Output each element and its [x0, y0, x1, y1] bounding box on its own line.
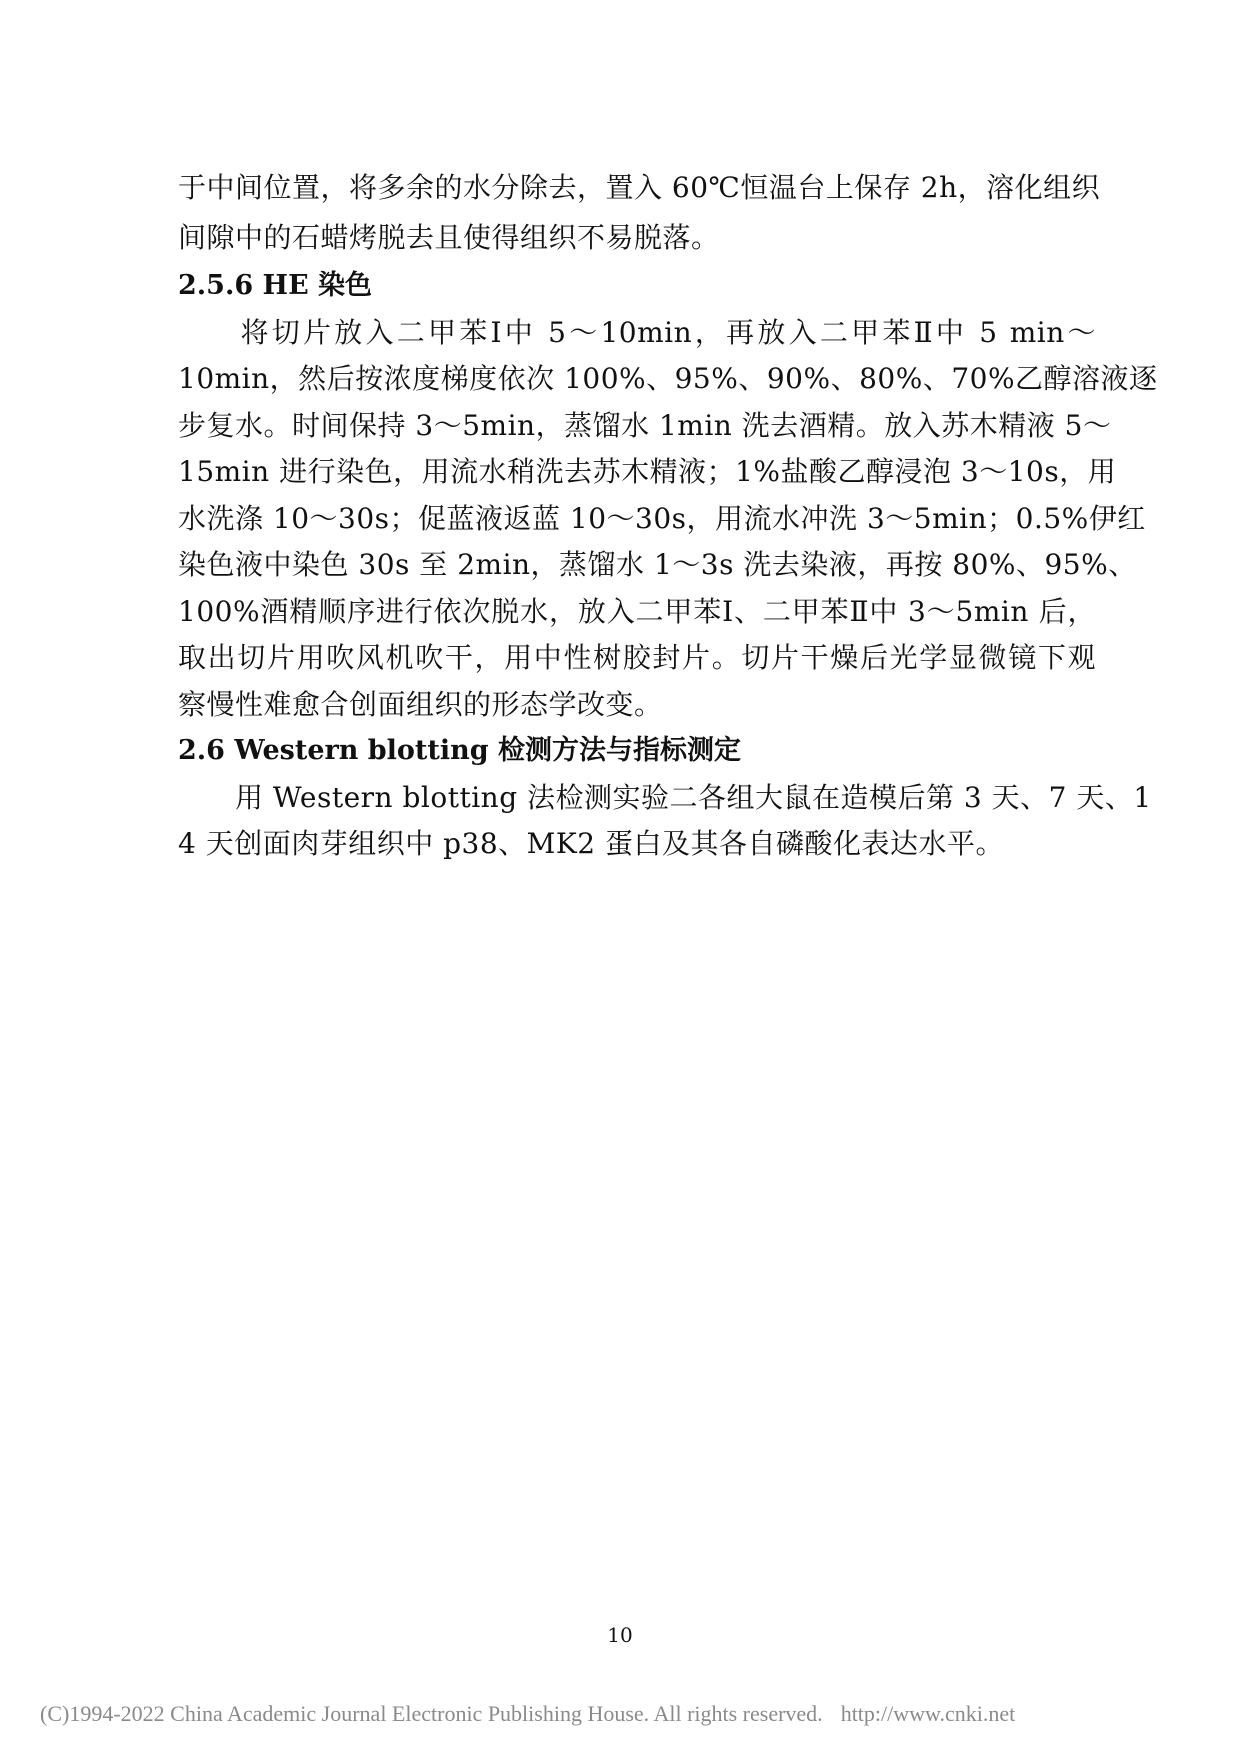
paragraph-line: 用 Western blotting 法检测实验二各组大鼠在造模后第 3 天、7 天、1: [178, 781, 1152, 814]
page-number: 10: [607, 1623, 633, 1647]
paragraph-line: 染色液中染色 30s 至 2min，蒸馏水 1～3s 洗去染液，再按 80%、95%、: [178, 548, 1137, 581]
copyright-text: (C)1994-2022 China Academic Journal Electronic Publishing House. All rights reserved.: [40, 1701, 823, 1726]
paragraph-line: 10min，然后按浓度梯度依次 100%、95%、90%、80%、70%乙醇溶液逐: [178, 362, 1158, 395]
paragraph-line: 15min 进行染色，用流水稍洗去苏木精液；1%盐酸乙醇浸泡 3～10s，用: [178, 455, 1117, 488]
paragraph-line: 察慢性难愈合创面组织的形态学改变。: [178, 688, 663, 721]
footer-url: http://www.cnki.net: [840, 1701, 1016, 1726]
paragraph-line: 步复水。时间保持 3～5min，蒸馏水 1min 洗去酒精。放入苏木精液 5～: [178, 409, 1112, 442]
paragraph-line: 间隙中的石蜡烤脱去且使得组织不易脱落。: [178, 221, 720, 254]
section-heading-2-5-6: 2.5.6 HE 染色: [178, 270, 373, 301]
paragraph-line: 100%酒精顺序进行依次脱水，放入二甲苯Ⅰ、二甲苯Ⅱ中 3～5min 后，: [178, 595, 1096, 628]
paragraph-line: 水洗涤 10～30s；促蓝液返蓝 10～30s，用流水冲洗 3～5min；0.5%伊红: [178, 502, 1146, 535]
section-heading-2-6: 2.6 Western blotting 检测方法与指标测定: [178, 735, 742, 766]
paragraph-line: 于中间位置，将多余的水分除去，置入 60℃恒温台上保存 2h，溶化组织: [178, 171, 1101, 204]
paragraph-line: 4 天创面肉芽组织中 p38、MK2 蛋白及其各自磷酸化表达水平。: [178, 827, 1004, 860]
paragraph-line: 取出切片用吹风机吹干，用中性树胶封片。切片干燥后光学显微镜下观: [178, 641, 1096, 674]
paragraph-line: 将切片放入二甲苯Ⅰ中 5～10min，再放入二甲苯Ⅱ中 5 min～: [178, 316, 1096, 349]
copyright-footer: [40, 1700, 1015, 1728]
